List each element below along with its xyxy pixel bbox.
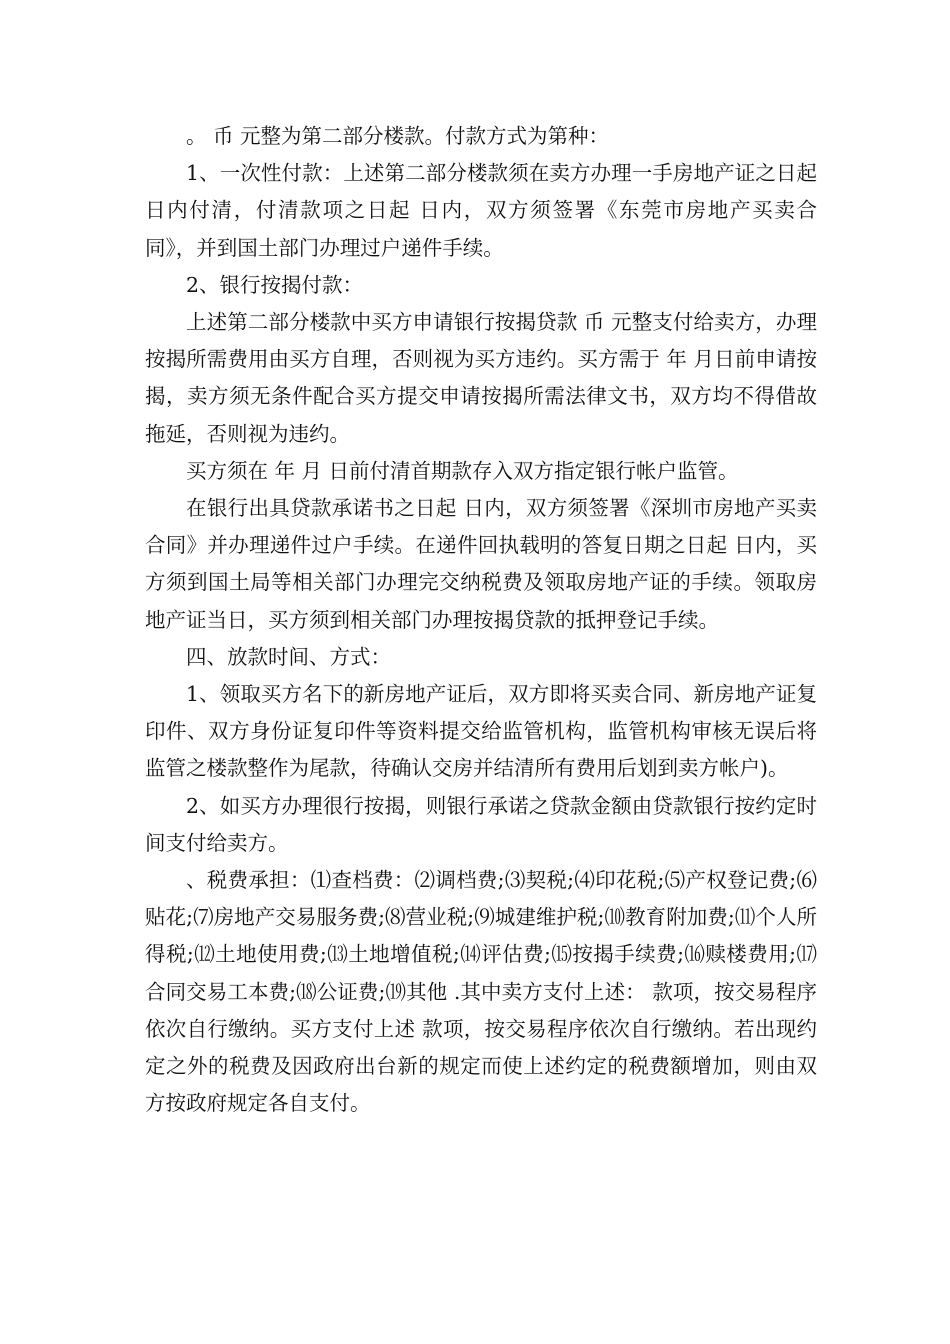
paragraph-payment-method: 。 币 元整为第二部分楼款。付款方式为第种： (186, 124, 610, 148)
paragraph-tax-responsibility: 、税费承担：⑴查档费：⑵调档费;⑶契税;⑷印花税;⑸产权登记费;⑹贴花;⑺房地产交易服务费;⑻营业税;⑼城建维护税;⑽教育附加费;⑾个人所得税;⑿土地使用费;⒀土地增值税;⒁评估费;⒂按揭手续费;⒃赎楼费用;⒄合同交易工本费;⒅公证费;⒆其他 .其中卖方支付上述： 款项，按交易程序依次自行缴纳。买方支付上述 款项，按交易程序依次自行缴纳。若出现约定之外的税费及因政府出台新的规定而使上述约定的税费额增加，则由双方按政府规定各自支付。 (145, 868, 817, 1116)
paragraph-down-payment: 买方须在 年 月 日前付清首期款存入双方指定银行帐户监管。 (186, 458, 739, 483)
paragraph-release-terms: 1、领取买方名下的新房地产证后，双方即将买卖合同、新房地产证复印件、双方身份证复印件等资料提交给监管机构，监管机构审核无误后将监管之楼款整作为尾款，待确认交房并结清所有费用后划到卖方帐户)。 (145, 682, 817, 781)
document-body (145, 118, 817, 1122)
paragraph-section-four-heading: 四、放款时间、方式： (186, 644, 391, 669)
paragraph-mortgage-terms: 上述第二部分楼款中买方申请银行按揭贷款 币 元整支付给卖方，办理按揭所需费用由买方自理，否则视为买方违约。买方需于 年 月日前申请按揭，卖方须无条件配合买方提交申请按揭所需法律文书，双方均不得借故拖延，否则视为违约。 (145, 310, 817, 446)
paragraph-bank-disbursement: 2、如买方办理很行按揭，则银行承诺之贷款金额由贷款银行按约定时间支付给卖方。 (145, 793, 817, 855)
paragraph-mortgage-heading: 2、银行按揭付款： (186, 272, 364, 297)
paragraph-lump-sum-payment: 1、一次性付款：上述第二部分楼款须在卖方办理一手房地产证之日起 日内付清，付清款项之日起 日内，双方须签署《东莞市房地产买卖合同》，并到国土部门办理过户递件手续。 (145, 161, 817, 260)
paragraph-loan-commitment: 在银行出具贷款承诺书之日起 日内，双方须签署《深圳市房地产买卖合同》并办理递件过户手续。在递件回执载明的答复日期之日起 日内，买方须到国土局等相关部门办理完交纳税费及领取房地产证的手续。领取房地产证当日，买方须到相关部门办理按揭贷款的抵押登记手续。 (145, 496, 817, 632)
